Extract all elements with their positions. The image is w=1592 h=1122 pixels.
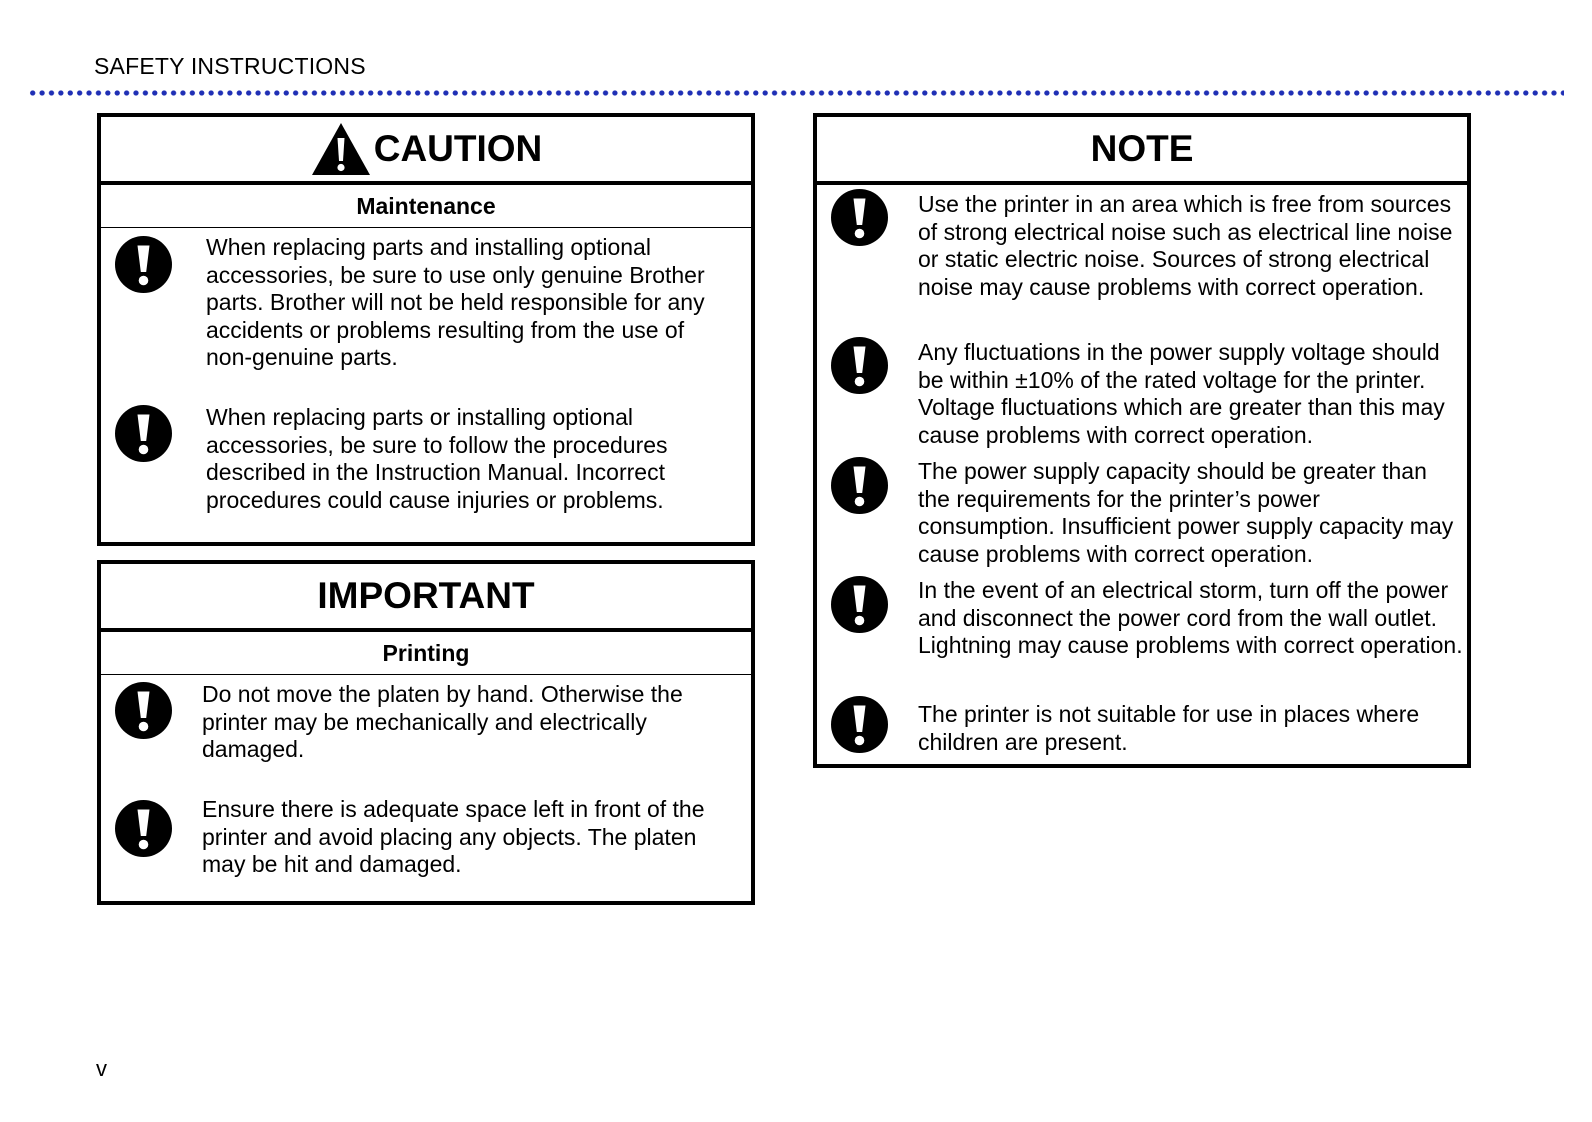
caution-subtitle: Maintenance [101, 185, 751, 228]
warning-triangle-icon [310, 121, 372, 177]
note-item-text: The power supply capacity should be greater than the requirements for the printer’s power consumption. Insufficient power supply capacity may cause problems with correct operation. [918, 458, 1454, 567]
exclamation-circle-icon [115, 800, 172, 857]
important-header [101, 564, 751, 632]
caution-box [97, 113, 755, 546]
important-item-text: Do not move the platen by hand. Otherwise the printer may be mechanically and electrically damaged. [202, 681, 683, 762]
caution-header [101, 117, 751, 185]
exclamation-circle-icon [115, 405, 172, 462]
note-item-text: The printer is not suitable for use in places where children are present. [918, 701, 1420, 755]
exclamation-circle-icon [115, 236, 172, 293]
note-item-text: Any fluctuations in the power supply voltage should be within ±10% of the rated voltage for the printer. Voltage fluctuations which are greater than this may cause problems with correct operation. [918, 339, 1445, 448]
exclamation-circle-icon [831, 696, 888, 753]
page-number: v [96, 1056, 107, 1081]
exclamation-circle-icon [115, 682, 172, 739]
important-item-text: Ensure there is adequate space left in front of the printer and avoid placing any objects. The platen may be hit and damaged. [202, 796, 705, 877]
dotted-divider [28, 89, 1564, 97]
caution-item-text: When replacing parts or installing optional accessories, be sure to follow the procedures described in the Instruction Manual. Incorrect procedures could cause injuries or problems. [206, 404, 668, 513]
note-item-text: In the event of an electrical storm, turn off the power and disconnect the power cord from the wall outlet. Lightning may cause problems with correct operation. [918, 577, 1463, 658]
exclamation-circle-icon [831, 457, 888, 514]
caution-item-text: When replacing parts and installing optional accessories, be sure to use only genuine Brother parts. Brother will not be held responsible for any accidents or problems resulting from the use of non-genuine parts. [206, 234, 705, 370]
important-title: IMPORTANT [317, 575, 535, 616]
important-box [97, 560, 755, 905]
note-header [817, 117, 1467, 185]
important-subtitle: Printing [101, 632, 751, 675]
exclamation-circle-icon [831, 189, 888, 246]
note-item-text: Use the printer in an area which is free from sources of strong electrical noise such as electrical line noise or static electric noise. Sources of strong electrical noise may cause problems with correct operation. [918, 191, 1453, 300]
note-box [813, 113, 1471, 768]
section-title: SAFETY INSTRUCTIONS [94, 53, 366, 79]
note-title: NOTE [1090, 128, 1194, 169]
caution-title: CAUTION [373, 128, 543, 169]
exclamation-circle-icon [831, 337, 888, 394]
exclamation-circle-icon [831, 576, 888, 633]
